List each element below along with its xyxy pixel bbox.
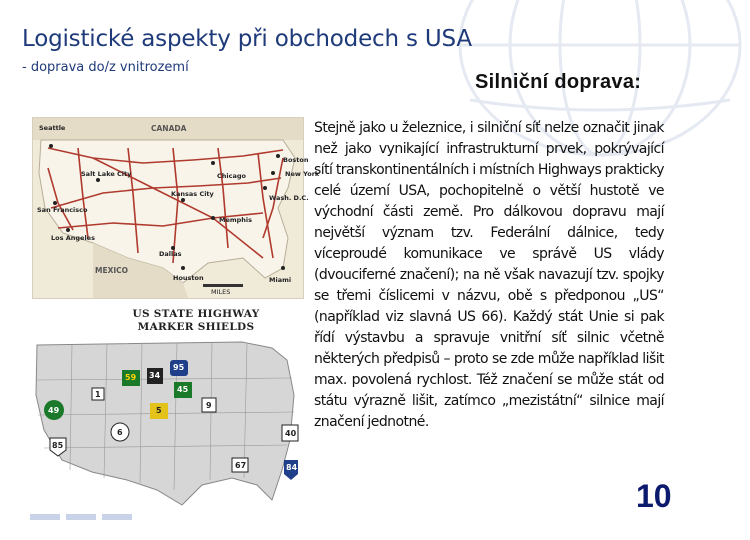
marker-shields-title-line2: MARKER SHIELDS (137, 321, 255, 333)
map-city-new-york: New York (285, 170, 320, 178)
map-city-washington-dc: Wash. D.C. (269, 194, 309, 202)
shield-number: 5 (156, 406, 162, 415)
map-city-los-angeles: Los Angeles (51, 234, 95, 242)
page-subtitle: - doprava do/z vnitrozemí (22, 60, 189, 75)
section-heading: Silniční doprava: (475, 71, 642, 93)
page-title: Logistické aspekty při obchodech s USA (22, 26, 472, 52)
map-city-kansas-city: Kansas City (171, 190, 214, 198)
map-city-miami: Miami (269, 276, 292, 284)
shield-number: 1 (95, 390, 101, 399)
map-city-memphis: Memphis (219, 216, 253, 224)
decorative-bottom-bar (30, 512, 150, 520)
body-paragraph: Stejně jako u železnice, i silniční síť nelze označit jinak než jako vynikající infrastrukturní prvek, pokrývající sítí transkontinentálních i místních Highways prakticky celé území USA, pochopitelně o větší hustotě ve východní části země. Pro dálkovou dopravu mají největší význam tzv. Federální dálnice, tedy víceproudé komunikace ve správě US vlády (dvouciferné značení); na ně však navazují tzv. spojky se třemi číslicemi v názvu, obě s předponou „US“ (například viz slavná US 66). Každý stát Unie si pak řídí výstavbu a spravuje vnitřní síť silnic včetně některých předpisů – proto se zde může například lišit max. povolená rychlost. Též značení se může stát od státu výrazně lišit, zatímco „mezistátní“ silnice mají značení jednotné. (314, 120, 664, 430)
map-city-san-francisco: San Francisco (37, 206, 88, 214)
map-city-boston: Boston (283, 156, 309, 164)
map-city-houston: Houston (173, 274, 204, 282)
shield-number: 45 (177, 385, 189, 394)
map-city-chicago: Chicago (217, 172, 246, 180)
shield-number: 40 (285, 429, 297, 438)
shield-number: 34 (149, 371, 161, 380)
shield-number: 49 (48, 406, 60, 415)
map-city-salt-lake-city: Salt Lake City (81, 170, 132, 178)
shield-number: 59 (125, 373, 137, 382)
shield-number: 95 (173, 363, 185, 372)
map-label-canada: CANADA (151, 124, 187, 133)
map-label-mexico: MEXICO (95, 266, 129, 275)
marker-shields-map (32, 300, 300, 512)
shield-number: 67 (235, 461, 247, 470)
us-highway-map (32, 117, 320, 299)
marker-shields-title-line1: US STATE HIGHWAY (132, 308, 260, 320)
marker-shields-title (116, 308, 276, 334)
shield-number: 85 (52, 441, 64, 450)
map-city-seattle: Seattle (39, 124, 66, 132)
shield-number: 84 (286, 463, 298, 472)
page-number: 10 (636, 478, 672, 514)
map-scale-label: MILES (211, 288, 231, 296)
shield-number: 6 (117, 428, 123, 437)
map-city-dallas: Dallas (159, 250, 182, 258)
shield-number: 9 (206, 401, 212, 410)
